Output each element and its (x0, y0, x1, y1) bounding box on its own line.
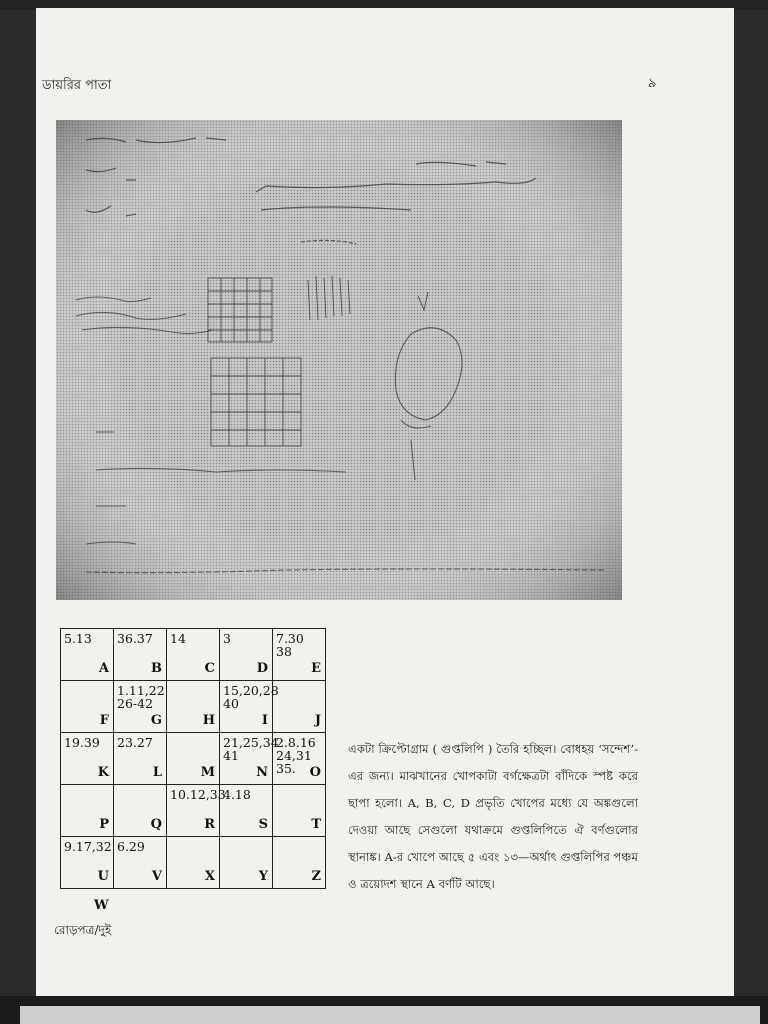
book-page (36, 8, 734, 996)
cell-letter: I (261, 713, 268, 728)
cipher-grid-cell (61, 629, 114, 681)
cipher-grid-cell (61, 733, 114, 785)
cell-letter: M (200, 765, 215, 780)
cell-letter: F (99, 713, 109, 728)
cipher-extra-letter: W (94, 898, 109, 913)
cipher-grid-cell (273, 681, 326, 733)
cipher-grid-cell (220, 837, 273, 889)
cell-numbers: 14 (170, 631, 186, 646)
cipher-grid-cell (273, 785, 326, 837)
cipher-grid-cell (273, 733, 326, 785)
cell-letter: J (314, 713, 321, 728)
cipher-grid-cell (167, 785, 226, 837)
cell-letter: B (151, 661, 162, 676)
cell-letter: O (309, 765, 321, 780)
caption-text: একটা ক্রিপ্টোগ্রাম ( গুপ্তলিপি ) তৈরি হচ্ছিল। বোধহয় ‘সন্দেশ’-এর জন্য। মাঝখানের খোপকাটা বর্গক্ষেত্রটা বাঁদিকে স্পষ্ট করে ছাপা হলো। A, B, C, D প্রভৃতি খোপের মধ্যে যে অঙ্কগুলো দেওয়া আছে সেগুলো যথাক্রমে গুপ্তলিপিতে ঐ বর্ণগুলোর স্থানাঙ্ক। A-র খোপে আছে ৫ এবং ১৩—অর্থাৎ গুপ্তলিপির পঞ্চম ও ত্রয়োদশ স্থানে A বর্ণটি আছে। (348, 742, 638, 891)
cell-letter: A (98, 661, 109, 676)
cell-letter: L (152, 765, 162, 780)
cipher-grid-cell (167, 629, 220, 681)
cipher-grid-cell (273, 629, 326, 681)
cell-numbers: 3 (223, 631, 231, 646)
page-number: ৯ (648, 76, 657, 91)
cell-letter: Y (258, 869, 268, 884)
cipher-grid-cell (220, 785, 273, 837)
cipher-grid-cell (167, 837, 220, 889)
cipher-grid-cell (114, 629, 167, 681)
cell-letter: G (150, 713, 162, 728)
cipher-grid (60, 628, 326, 889)
cell-letter: E (311, 661, 321, 676)
cipher-grid-row (61, 629, 326, 681)
cell-letter: X (204, 869, 215, 884)
cell-letter: U (97, 869, 109, 884)
cell-numbers: 10.12,33 (170, 787, 226, 802)
cipher-grid-row (61, 837, 326, 889)
cell-letter: N (256, 765, 268, 780)
cipher-grid-cell (61, 785, 114, 837)
cipher-grid-cell (114, 785, 167, 837)
cipher-grid-cell (220, 733, 279, 785)
cell-letter: D (256, 661, 268, 676)
cell-numbers: 6.29 (117, 839, 145, 854)
cell-numbers: 19.39 (64, 735, 100, 750)
cipher-grid-row (61, 733, 326, 785)
cell-numbers: 7.30 38 (276, 631, 304, 659)
cell-numbers: 4.18 (223, 787, 251, 802)
cell-numbers: 36.37 (117, 631, 153, 646)
cell-letter: T (311, 817, 321, 832)
cell-letter: K (97, 765, 109, 780)
cell-numbers: 5.13 (64, 631, 92, 646)
footer-label: রোড়পত্র/দুই (54, 923, 112, 937)
cell-numbers: 21,25,34 41 (223, 735, 279, 763)
cipher-grid-cell (61, 837, 114, 889)
cell-numbers: 9.17,32 (64, 839, 112, 854)
cipher-grid-row (61, 785, 326, 837)
cell-letter: S (258, 817, 268, 832)
cipher-grid-cell (273, 837, 326, 889)
cell-letter: H (202, 713, 215, 728)
cell-letter: P (99, 817, 109, 832)
cell-numbers: 15,20,28 40 (223, 683, 279, 711)
cell-letter: Q (150, 817, 162, 832)
cell-letter: V (151, 869, 162, 884)
cipher-grid-cell (167, 681, 220, 733)
cell-letter: Z (311, 869, 321, 884)
bottom-strip (20, 1006, 760, 1024)
cipher-grid-cell (61, 681, 114, 733)
cell-numbers: 2.8.16 24,31 35. (276, 735, 316, 776)
running-head: ডায়রির পাতা (42, 78, 112, 93)
cell-letter: C (204, 661, 215, 676)
cell-numbers: 23.27 (117, 735, 153, 750)
cipher-grid-cell (114, 681, 167, 733)
cipher-grid-cell (220, 681, 279, 733)
diary-page-photo (56, 120, 622, 600)
cell-letter: R (204, 817, 215, 832)
cipher-grid-cell (167, 733, 220, 785)
cipher-grid-cell (114, 837, 167, 889)
cell-numbers: 1.11,22 26-42 (117, 683, 165, 711)
cipher-grid-cell (114, 733, 167, 785)
cipher-grid-cell (220, 629, 273, 681)
cipher-grid-row (61, 681, 326, 733)
